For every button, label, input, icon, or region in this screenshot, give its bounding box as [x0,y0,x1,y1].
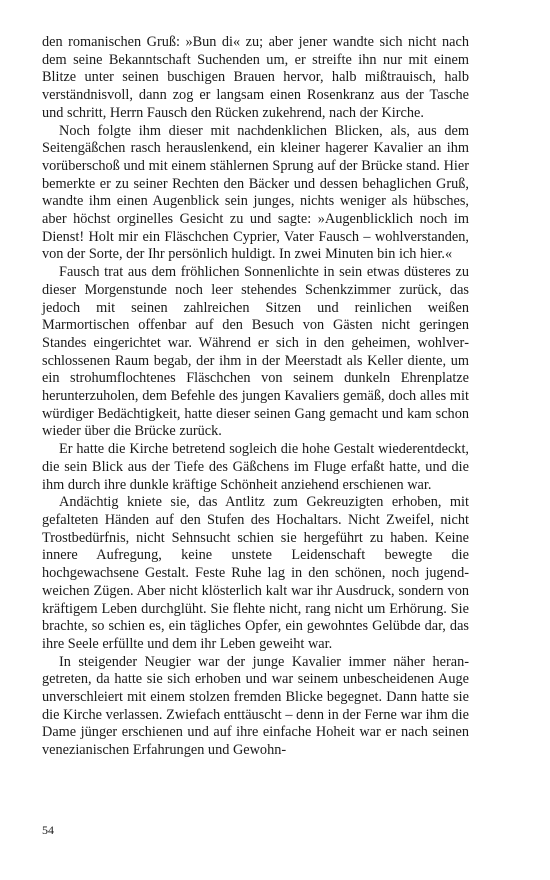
paragraph-3: Fausch trat aus dem fröhlichen Sonnenlichte in sein etwas düsteres zu dieser Morgenstunde noch leer stehendes Schenkzimmer zurück, das jedoch mit seinen zahlreichen Sitzen und reinlichen weißen Marmortischen offenbar auf den Besuch von Gästen nicht geringen Standes eingerichtet war. Während er sich in den geheimen, wohlverschlossenen Raum begab, der ihm in der Meerstadt als Keller diente, um ein strohumflochtenes Fläschchen von seinem dunkeln Ehrenplatze herunterzuholen, dem Befehle des jungen Kavaliers gemäß, doch alles mit würdiger Bedächtigkeit, hatte dieser seinen Gang gemacht und kam schon wieder über die Brücke zurück. [42,264,469,440]
page-number: 54 [42,823,54,837]
page-body [42,34,469,760]
paragraph-5: Andächtig kniete sie, das Antlitz zum Gekreuzigten erhoben, mit gefalteten Händen auf den Stufen des Hochaltars. Nicht Zweifel, nicht Trostbedürfnis, nicht Sehnsucht schien sie hergeführt zu haben. Keine innere Aufregung, keine unstete Leidenschaft bewegte die hochgewachsene Gestalt. Feste Ruhe lag in den schönen, noch jugendweichen Zügen. Aber nicht klösterlich kalt war ihr Ausdruck, sondern von kräftigem Leben durchglüht. Sie flehte nicht, rang nicht um Erhörung. Sie brachte, so schien es, ein tägliches Opfer, ein gewohntes Gelübde dar, das ihre Seele erfüllte und dem ihr Leben geweiht war. [42,494,469,652]
paragraph-2: Noch folgte ihm dieser mit nachdenklichen Blicken, als, aus dem Seitengäßchen rasch herauslenkend, ein kleiner hagerer Kavalier an ihm vorüberschoß und mit einem stählernen Sprung auf der Brücke stand. Hier bemerkte er zu seiner Rechten den Bäcker und dessen behaglichen Gruß, wandte ihm einen Augenblick sein junges, nichts weniger als hübsches, aber höchst orginelles Gesicht zu und sagte: »Augenblicklich noch im Dienst! Holt mir ein Fläschchen Cyprier, Vater Fausch – wohlverstanden, von der Sorte, der Ihr persönlich huldigt. In zwei Minuten bin ich hier.« [42,122,469,263]
paragraph-1: den romanischen Gruß: »Bun di« zu; aber jener wandte sich nicht nach dem seine Bekanntschaft Suchenden um, er streifte ihn nur mit einem Blitze unter seinen buschigen Brauen hervor, halb mißtrauisch, halb verständnisvoll, dann zog er langsam einen Rosenkranz aus der Tasche und schritt, Herrn Fausch den Rücken zukehrend, nach der Kirche. [42,34,469,121]
paragraph-4: Er hatte die Kirche betretend sogleich die hohe Gestalt wiederentdeckt, die sein Blick aus der Tiefe des Gäßchens im Fluge erfaßt hatte, und die ihm durch ihre dunkle kräftige Schönheit anziehend erschienen war. [42,441,469,493]
paragraph-6: In steigender Neugier war der junge Kavalier immer näher herangetreten, da hatte sie sich erhoben und war seinem unbescheidenen Auge unverschleiert mit einem stolzen fremden Blicke begegnet. Dann hatte sie die Kirche verlassen. Zwiefach enttäuscht – denn in der Ferne war ihm die Dame jünger erschienen und auf ihre einfache Hoheit war er nach seinen venezianischen Erfahrungen und Gewohn- [42,653,469,759]
